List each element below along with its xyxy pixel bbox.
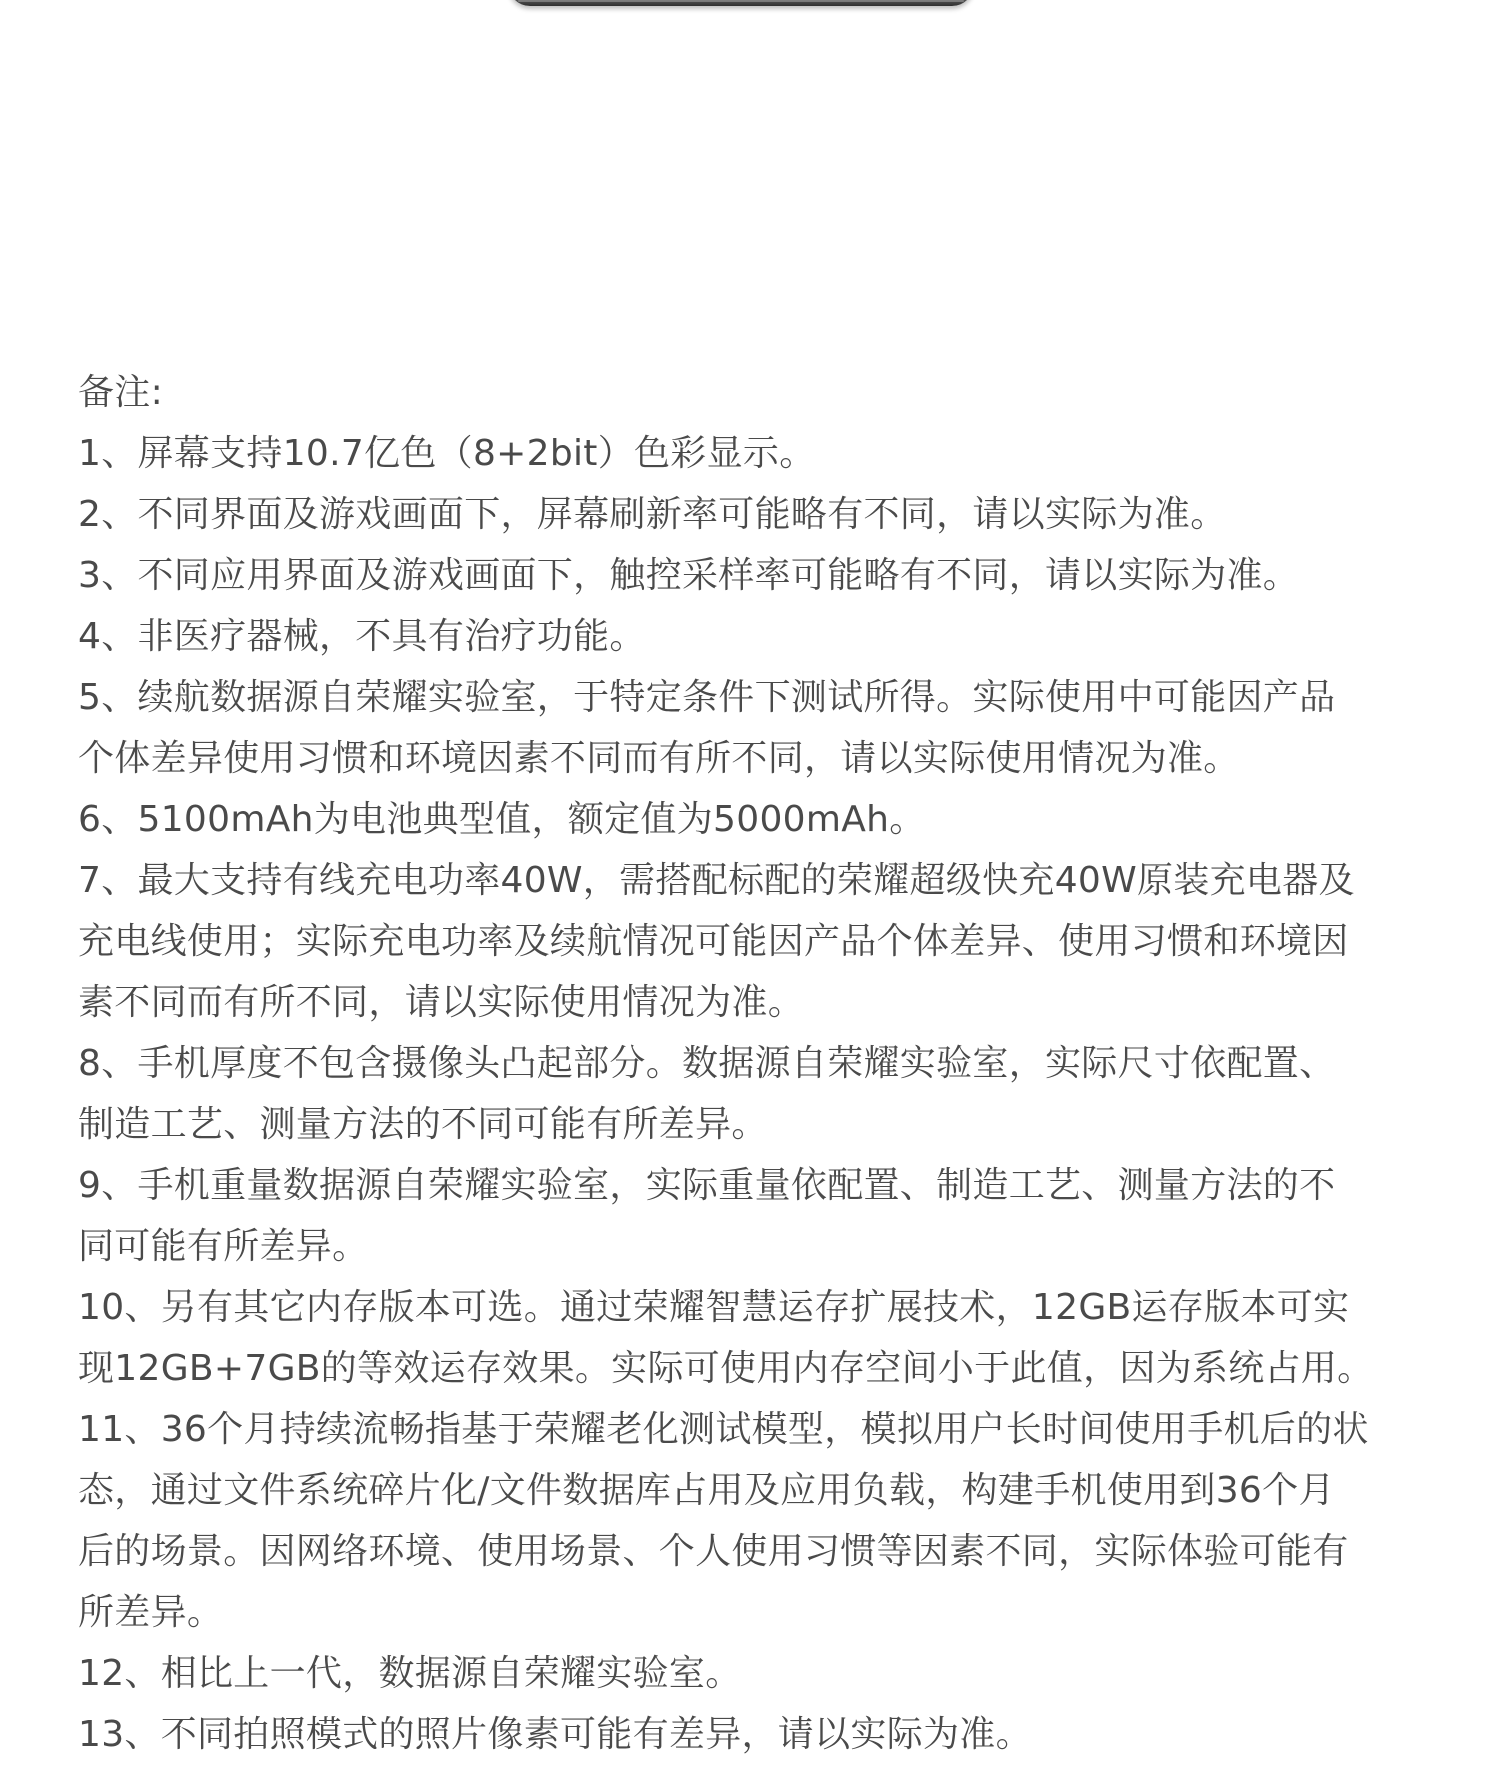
note-item xyxy=(78,606,1438,667)
note-item xyxy=(78,423,1438,484)
note-line: 5、续航数据源自荣耀实验室，于特定条件下测试所得。实际使用中可能因产品 xyxy=(78,677,1336,718)
note-item xyxy=(78,667,1438,789)
note-line: 所差异。 xyxy=(78,1592,224,1633)
note-item xyxy=(78,1704,1438,1765)
note-item xyxy=(78,1277,1438,1399)
note-item xyxy=(78,1643,1438,1704)
note-item xyxy=(78,789,1438,850)
notes-section xyxy=(78,362,1438,1765)
note-line: 1、屏幕支持10.7亿色（8+2bit）色彩显示。 xyxy=(78,433,816,474)
note-item xyxy=(78,1155,1438,1277)
note-line: 8、手机厚度不包含摄像头凸起部分。数据源自荣耀实验室，实际尺寸依配置、 xyxy=(78,1043,1336,1084)
note-line: 10、另有其它内存版本可选。通过荣耀智慧运存扩展技术，12GB运存版本可实 xyxy=(78,1287,1350,1328)
note-line: 7、最大支持有线充电功率40W，需搭配标配的荣耀超级快充40W原装充电器及 xyxy=(78,860,1355,901)
note-item xyxy=(78,850,1438,1033)
note-item xyxy=(78,484,1438,545)
note-item xyxy=(78,545,1438,606)
note-line: 同可能有所差异。 xyxy=(78,1226,369,1267)
note-line: 9、手机重量数据源自荣耀实验室，实际重量依配置、制造工艺、测量方法的不 xyxy=(78,1165,1336,1206)
note-line: 4、非医疗器械，不具有治疗功能。 xyxy=(78,616,646,657)
note-line: 13、不同拍照模式的照片像素可能有差异，请以实际为准。 xyxy=(78,1714,1032,1755)
note-line: 态，通过文件系统碎片化/文件数据库占用及应用负载，构建手机使用到36个月 xyxy=(78,1470,1335,1511)
note-line: 个体差异使用习惯和环境因素不同而有所不同，请以实际使用情况为准。 xyxy=(78,738,1240,779)
notes-title: 备注: xyxy=(78,372,164,413)
note-line: 12、相比上一代，数据源自荣耀实验室。 xyxy=(78,1653,742,1694)
note-line: 充电线使用；实际充电功率及续航情况可能因产品个体差异、使用习惯和环境因 xyxy=(78,921,1349,962)
note-line: 素不同而有所不同，请以实际使用情况为准。 xyxy=(78,982,805,1023)
note-item xyxy=(78,1033,1438,1155)
note-line: 现12GB+7GB的等效运存效果。实际可使用内存空间小于此值，因为系统占用。 xyxy=(78,1348,1374,1389)
note-line: 制造工艺、测量方法的不同可能有所差异。 xyxy=(78,1104,768,1145)
phone-bottom-edge-image xyxy=(508,0,974,6)
note-line: 3、不同应用界面及游戏画面下，触控采样率可能略有不同，请以实际为准。 xyxy=(78,555,1300,596)
note-item xyxy=(78,1399,1438,1643)
note-line: 6、5100mAh为电池典型值，额定值为5000mAh。 xyxy=(78,799,926,840)
note-line: 2、不同界面及游戏画面下，屏幕刷新率可能略有不同，请以实际为准。 xyxy=(78,494,1227,535)
note-line: 11、36个月持续流畅指基于荣耀老化测试模型，模拟用户长时间使用手机后的状 xyxy=(78,1409,1369,1450)
note-line: 后的场景。因网络环境、使用场景、个人使用习惯等因素不同，实际体验可能有 xyxy=(78,1531,1349,1572)
